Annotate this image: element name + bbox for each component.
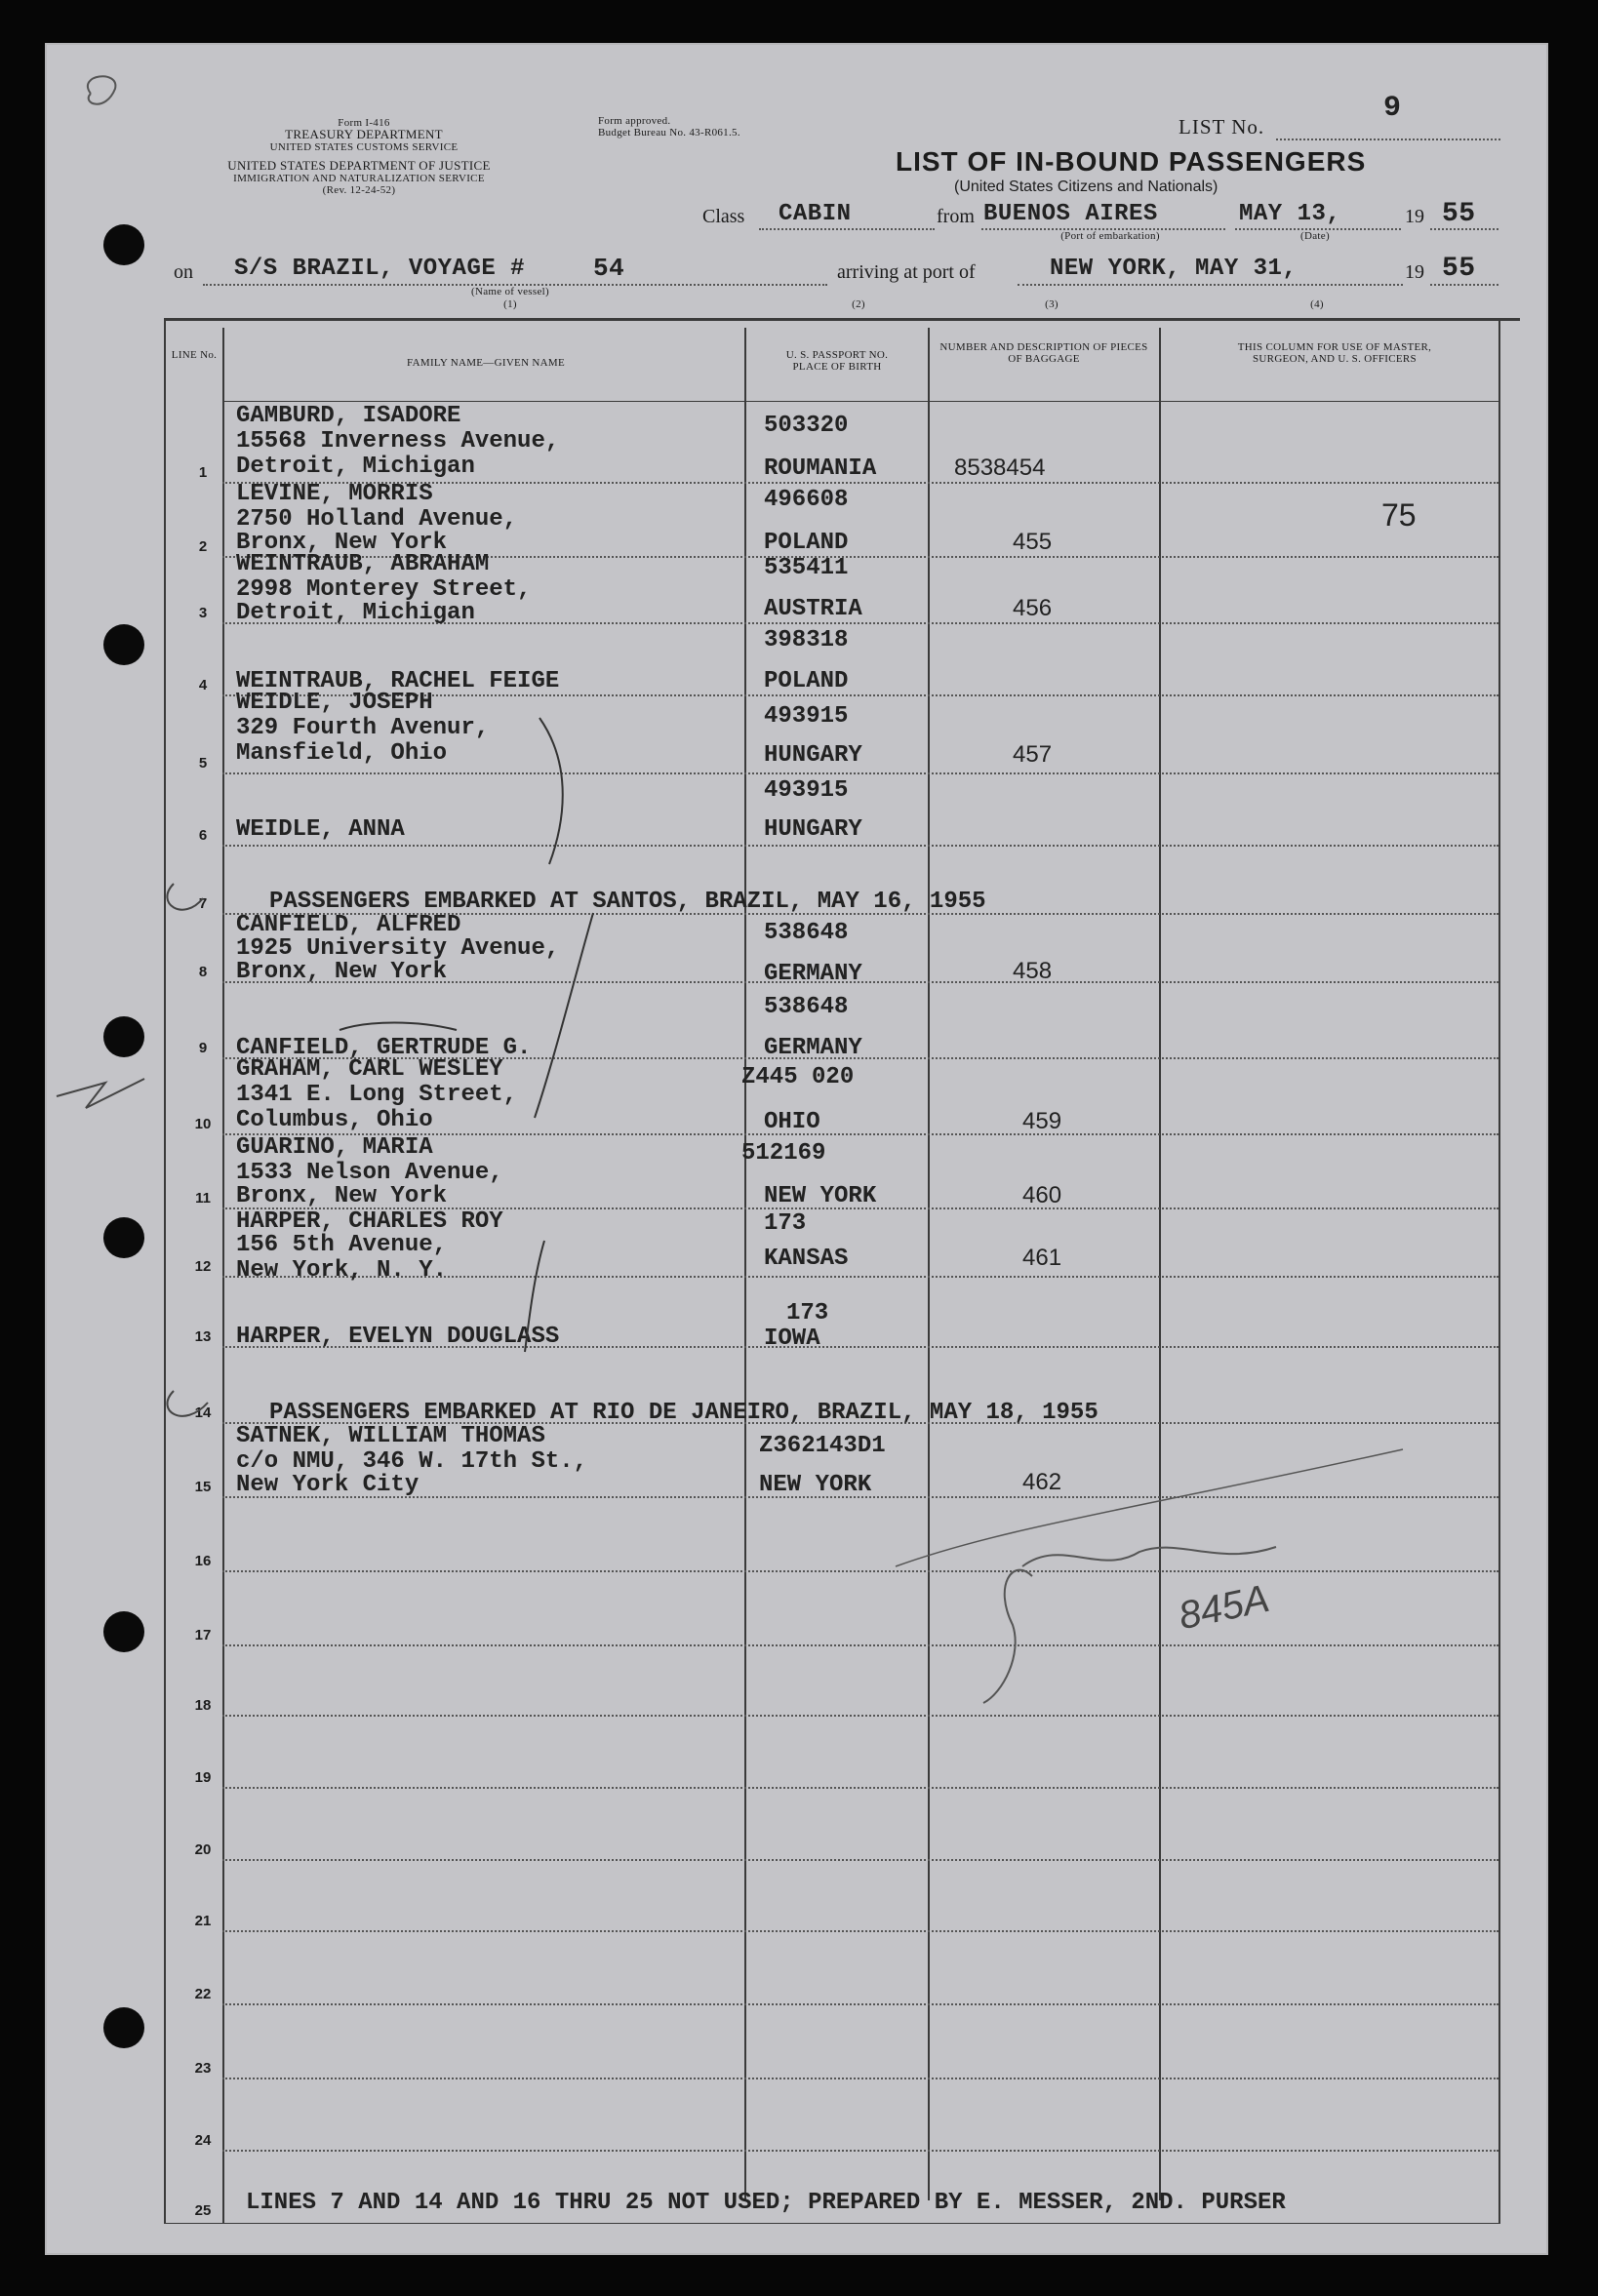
line-number: 14 <box>194 1405 212 1421</box>
officer-note: 75 <box>1381 497 1417 533</box>
footer-statement: LINES 7 AND 14 AND 16 THRU 25 NOT USED; PREPARED BY E. MESSER, 2ND. PURSER <box>246 2190 1286 2216</box>
list-title: LIST OF IN-BOUND PASSENGERS <box>896 146 1367 177</box>
treasury-department: TREASURY DEPARTMENT <box>285 127 443 141</box>
passenger-address: c/o NMU, 346 W. 17th St., <box>236 1448 588 1475</box>
baggage-number: 461 <box>1022 1245 1062 1271</box>
on-label: on <box>174 261 193 283</box>
place-of-birth: HUNGARY <box>764 816 862 843</box>
customs-service: UNITED STATES CUSTOMS SERVICE <box>269 141 459 153</box>
passenger-address: 1533 Nelson Avenue, <box>236 1160 503 1186</box>
baggage-number: 458 <box>1013 958 1053 984</box>
vessel-caption: (Name of vessel) <box>471 286 549 297</box>
arriving-year: 55 <box>1442 254 1476 284</box>
passenger-name: CANFIELD, GERTRUDE G. <box>236 1035 532 1061</box>
binder-hole <box>103 1217 144 1258</box>
arriving-label: arriving at port of <box>837 261 976 283</box>
caption-2: (2) <box>852 298 865 310</box>
baggage-number: 8538454 <box>954 455 1046 481</box>
passenger-name: CANFIELD, ALFRED <box>236 912 461 938</box>
place-of-birth: KANSAS <box>764 1246 849 1272</box>
passenger-address: 2998 Monterey Street, <box>236 576 532 603</box>
place-of-birth: IOWA <box>764 1326 820 1352</box>
passenger-city: Detroit, Michigan <box>236 454 475 480</box>
place-of-birth: POLAND <box>764 530 849 556</box>
passport-number: 493915 <box>764 703 849 730</box>
place-of-birth: AUSTRIA <box>764 596 862 622</box>
header-line-no: LINE No. <box>171 349 218 361</box>
vessel-name: S/S BRAZIL, VOYAGE # <box>234 256 526 282</box>
baggage-number: 456 <box>1013 595 1053 621</box>
passport-number: 493915 <box>764 777 849 804</box>
line-number: 18 <box>194 1697 212 1714</box>
line-number: 5 <box>198 755 208 772</box>
passenger-city: Bronx, New York <box>236 530 448 556</box>
line-number: 6 <box>198 827 208 844</box>
line-number: 9 <box>198 1040 208 1056</box>
line-number: 24 <box>194 2132 212 2149</box>
budget-bureau: Budget Bureau No. 43-R061.5. <box>598 127 740 139</box>
passenger-name: LEVINE, MORRIS <box>236 481 433 507</box>
port-caption: (Port of embarkation) <box>1060 230 1160 242</box>
passenger-name: WEIDLE, JOSEPH <box>236 690 433 716</box>
header-officers: THIS COLUMN FOR USE OF MASTER, SURGEON, AND U. S. OFFICERS <box>1237 341 1432 365</box>
class-value: CABIN <box>779 201 852 227</box>
passport-number: Z362143D1 <box>759 1433 886 1459</box>
passport-number: 173 <box>786 1300 829 1326</box>
line-number: 3 <box>198 605 208 621</box>
passenger-city: Bronx, New York <box>236 1183 448 1209</box>
passport-number: 503320 <box>764 413 849 439</box>
passenger-city: New York, N. Y. <box>236 1257 448 1284</box>
signature-note: 845A <box>1175 1576 1273 1639</box>
list-no-value: 9 <box>1383 92 1402 125</box>
passenger-address: 329 Fourth Avenur, <box>236 715 490 741</box>
passenger-list-page <box>45 43 1548 2255</box>
passenger-name: GRAHAM, CARL WESLEY <box>236 1056 503 1083</box>
passenger-address: 15568 Inverness Avenue, <box>236 428 560 455</box>
baggage-number: 459 <box>1022 1108 1062 1134</box>
line-number: 22 <box>194 1986 212 2002</box>
year-prefix-2: 19 <box>1405 261 1424 283</box>
passport-number: 538648 <box>764 994 849 1020</box>
passenger-address: 156 5th Avenue, <box>236 1232 448 1258</box>
passenger-city: Columbus, Ohio <box>236 1107 433 1133</box>
passenger-address: 1341 E. Long Street, <box>236 1082 518 1108</box>
arriving-port: NEW YORK, MAY 31, <box>1050 256 1298 282</box>
passport-number: 398318 <box>764 627 849 653</box>
passenger-name: WEINTRAUB, ABRAHAM <box>236 551 490 577</box>
year-prefix-1: 19 <box>1405 206 1424 227</box>
line-number: 10 <box>194 1116 212 1132</box>
line-number: 7 <box>198 895 208 912</box>
passport-number: 173 <box>764 1210 807 1237</box>
ins: IMMIGRATION AND NATURALIZATION SERVICE <box>233 173 485 184</box>
passenger-address: 1925 University Avenue, <box>236 935 560 962</box>
line-number: 8 <box>198 964 208 980</box>
header-baggage: NUMBER AND DESCRIPTION OF PIECES OF BAGGAGE <box>939 341 1148 365</box>
place-of-birth: POLAND <box>764 668 849 694</box>
line-number: 4 <box>198 677 208 693</box>
place-of-birth: GERMANY <box>764 1035 862 1061</box>
from-label: from <box>937 206 975 227</box>
header-passport: U. S. PASSPORT NO. PLACE OF BIRTH <box>785 349 889 373</box>
binder-hole <box>103 2007 144 2048</box>
baggage-number: 457 <box>1013 741 1053 768</box>
date-caption: (Date) <box>1300 230 1330 242</box>
place-of-birth: GERMANY <box>764 961 862 987</box>
passenger-name: GAMBURD, ISADORE <box>236 403 461 429</box>
passenger-city: Detroit, Michigan <box>236 600 475 626</box>
binder-hole <box>103 624 144 665</box>
binder-hole <box>103 1611 144 1652</box>
from-date: MAY 13, <box>1239 201 1341 227</box>
passenger-city: New York City <box>236 1472 419 1498</box>
revision: (Rev. 12-24-52) <box>322 184 396 196</box>
line-number: 1 <box>198 464 208 481</box>
caption-1: (1) <box>503 298 517 310</box>
line-number: 21 <box>194 1913 212 1929</box>
from-port: BUENOS AIRES <box>983 201 1158 227</box>
passport-number: 538648 <box>764 920 849 946</box>
embark-note-santos: PASSENGERS EMBARKED AT SANTOS, BRAZIL, MAY 16, 1955 <box>269 889 986 915</box>
passenger-name: HARPER, CHARLES ROY <box>236 1208 503 1235</box>
caption-4: (4) <box>1310 298 1324 310</box>
place-of-birth: ROUMANIA <box>764 455 877 482</box>
form-approved: Form approved. <box>598 115 671 127</box>
baggage-number: 462 <box>1022 1469 1062 1495</box>
form-number: Form I-416 <box>338 117 390 129</box>
line-number: 13 <box>194 1328 212 1345</box>
passport-number: 535411 <box>764 555 849 581</box>
passenger-city: Mansfield, Ohio <box>236 740 448 767</box>
line-number: 25 <box>194 2202 212 2219</box>
line-number: 16 <box>194 1553 212 1569</box>
line-number: 11 <box>195 1190 211 1207</box>
from-year: 55 <box>1442 199 1476 229</box>
place-of-birth: NEW YORK <box>764 1183 877 1209</box>
line-number: 2 <box>198 538 208 555</box>
binder-hole <box>103 1016 144 1057</box>
place-of-birth: OHIO <box>764 1109 820 1135</box>
list-subtitle: (United States Citizens and Nationals) <box>954 178 1218 195</box>
line-number: 17 <box>194 1627 212 1643</box>
voyage-number: 54 <box>593 254 625 283</box>
passport-number: 496608 <box>764 487 849 513</box>
passenger-name: GUARINO, MARIA <box>236 1134 433 1161</box>
place-of-birth: NEW YORK <box>759 1472 872 1498</box>
header-name: FAMILY NAME—GIVEN NAME <box>407 357 565 369</box>
line-number: 23 <box>194 2060 212 2077</box>
line-number: 20 <box>194 1841 212 1858</box>
class-label: Class <box>702 206 745 227</box>
list-no-label: LIST No. <box>1179 115 1265 139</box>
passenger-city: Bronx, New York <box>236 959 448 985</box>
binder-hole <box>103 224 144 265</box>
baggage-number: 455 <box>1013 529 1053 555</box>
embark-note-rio: PASSENGERS EMBARKED AT RIO DE JANEIRO, BRAZIL, MAY 18, 1955 <box>269 1400 1099 1426</box>
passenger-address: 2750 Holland Avenue, <box>236 506 518 533</box>
line-number: 12 <box>194 1258 212 1275</box>
department-of-justice: UNITED STATES DEPARTMENT OF JUSTICE <box>227 158 491 173</box>
handwritten-marks <box>47 45 1546 2253</box>
passport-number: 512169 <box>741 1140 826 1167</box>
caption-3: (3) <box>1045 298 1059 310</box>
passenger-name: HARPER, EVELYN DOUGLASS <box>236 1324 560 1350</box>
passenger-name: SATNEK, WILLIAM THOMAS <box>236 1423 545 1449</box>
passport-number: Z445 020 <box>741 1064 855 1090</box>
place-of-birth: HUNGARY <box>764 742 862 769</box>
line-number: 15 <box>194 1479 212 1495</box>
passenger-name: WEINTRAUB, RACHEL FEIGE <box>236 668 560 694</box>
baggage-number: 460 <box>1022 1182 1062 1208</box>
passenger-name: WEIDLE, ANNA <box>236 816 405 843</box>
line-number: 19 <box>194 1769 212 1786</box>
